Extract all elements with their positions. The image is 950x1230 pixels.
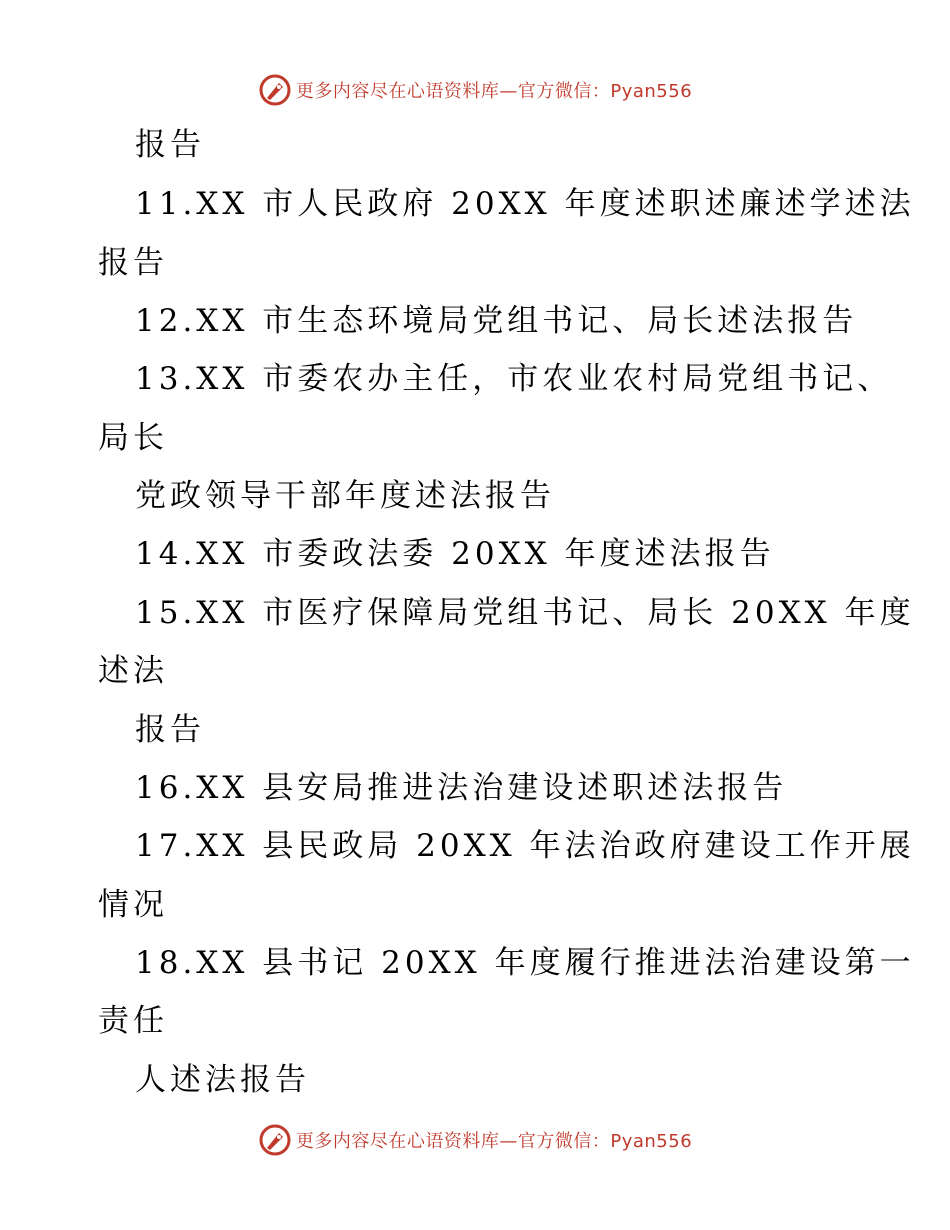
pen-nib-logo-icon [258,73,292,107]
text-line: 党政领导干部年度述法报告 [135,478,555,514]
text-line: 报告 [135,712,205,748]
text-line: 述法 [98,653,168,689]
text-line: 16.XX 县安局推进法治建设述职述法报告 [135,770,788,806]
text-line: 局长 [98,420,168,456]
pen-nib-logo-icon [258,1123,292,1157]
text-line: 18.XX 县书记 20XX 年度履行推进法治建设第一 [135,945,915,981]
text-line: 11.XX 市人民政府 20XX 年度述职述廉述学述法 [135,186,915,222]
text-line: 14.XX 市委政法委 20XX 年度述法报告 [135,536,775,572]
footer-banner [0,1120,950,1160]
text-line: 情况 [98,887,168,923]
text-line: 17.XX 县民政局 20XX 年法治政府建设工作开展 [135,828,915,864]
text-line: 责任 [98,1003,168,1039]
header-banner [0,70,950,110]
text-line: 13.XX 市委农办主任，市农业农村局党组书记、 [135,361,893,397]
text-line: 人述法报告 [135,1062,310,1098]
text-line: 15.XX 市医疗保障局党组书记、局长 20XX 年度 [135,595,915,631]
text-line: 报告 [98,245,168,281]
text-line: 12.XX 市生态环境局党组书记、局长述法报告 [135,303,858,339]
header-site-text: 更多内容尽在心语资料库—官方微信：Pyan556 [295,81,693,102]
footer-site-text: 更多内容尽在心语资料库—官方微信：Pyan556 [295,1131,693,1152]
text-line: 报告 [135,127,205,163]
